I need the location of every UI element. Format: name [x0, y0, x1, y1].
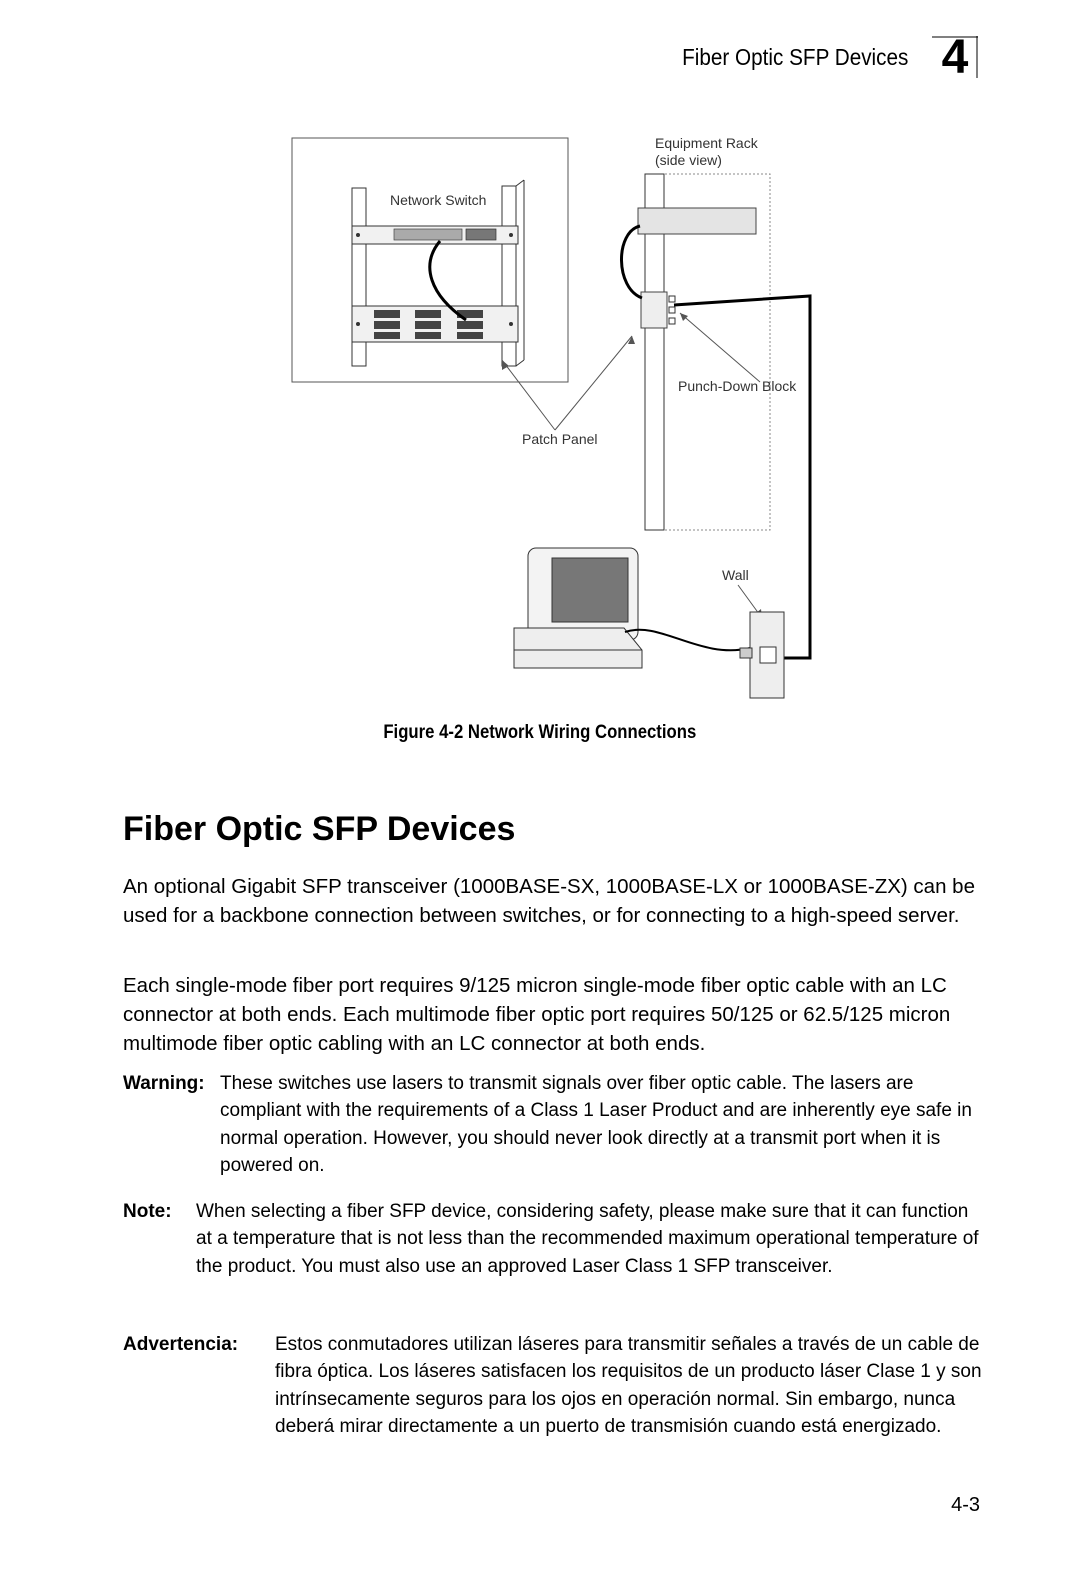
network-wiring-figure — [280, 120, 820, 710]
figure-caption-text: Figure 4-2 Network Wiring Connections — [383, 722, 697, 743]
label-rack-side-view: (side view) — [655, 152, 722, 168]
side-view-switch — [638, 208, 756, 234]
label-patch-panel: Patch Panel — [522, 431, 598, 447]
body-paragraph-1: An optional Gigabit SFP transceiver (1000BASE-SX, 1000BASE-LX or 1000BASE-ZX) can be used for a backbone connection between switches, or for connecting to a high-speed server. — [123, 875, 975, 927]
section-title: Fiber Optic SFP Devices — [123, 810, 516, 848]
label-equipment-rack: Equipment Rack — [655, 135, 758, 151]
warning-label: Warning: — [123, 1073, 205, 1094]
wall-jack — [760, 647, 776, 663]
running-header-title: Fiber Optic SFP Devices — [681, 44, 908, 70]
label-punch-down-block: Punch-Down Block — [678, 378, 797, 394]
horizontal-cable — [674, 296, 810, 658]
chapter-number: 4 — [941, 31, 969, 84]
computer-base-unit — [514, 628, 642, 668]
note-label: Note: — [123, 1201, 172, 1222]
body-paragraph-2: Each single-mode fiber port requires 9/125 micron single-mode fiber optic cable with an LC connector at both ends. Each multimode fiber optic port requires 50/125 or 62.5/125 micron multimode fiber optic cabling with an LC connector at both ends. — [123, 974, 951, 1055]
chapter-tab — [932, 31, 978, 84]
side-view-patch-panel — [641, 292, 667, 328]
computer-screen — [552, 558, 628, 622]
advertencia-label: Advertencia: — [123, 1334, 239, 1355]
label-network-switch: Network Switch — [390, 192, 487, 208]
warning-text: These switches use lasers to transmit signals over fiber optic cable. The lasers are compliant with the requirements of a Class 1 Laser Product and are inherently eye safe in normal operation. However, you should never look directly at a transmit port when it is powered on. — [220, 1073, 972, 1176]
network-wiring-diagram — [280, 120, 820, 710]
advertencia-text: Estos conmutadores utilizan láseres para transmitir señales a través de un cable de fibra óptica. Los láseres satisfacen los requisitos de un producto láser Clase 1 y son intrínsecamente seguros para los ojos en operación normal. Sin embargo, nunca deberá mirar directamente a un puerto de transmisión cuando está energizado. — [275, 1334, 982, 1437]
workstation-cable — [625, 630, 750, 651]
side-view-patch-cord — [621, 226, 642, 298]
figure-caption — [0, 722, 1080, 744]
page-number: 4-3 — [951, 1494, 980, 1516]
note-text: When selecting a fiber SFP device, considering safety, please make sure that it can function at a temperature that is not less than the recommended maximum operational temperature of the product. You must also use an approved Laser Class 1 SFP transceiver. — [196, 1201, 979, 1277]
label-wall: Wall — [722, 567, 749, 583]
